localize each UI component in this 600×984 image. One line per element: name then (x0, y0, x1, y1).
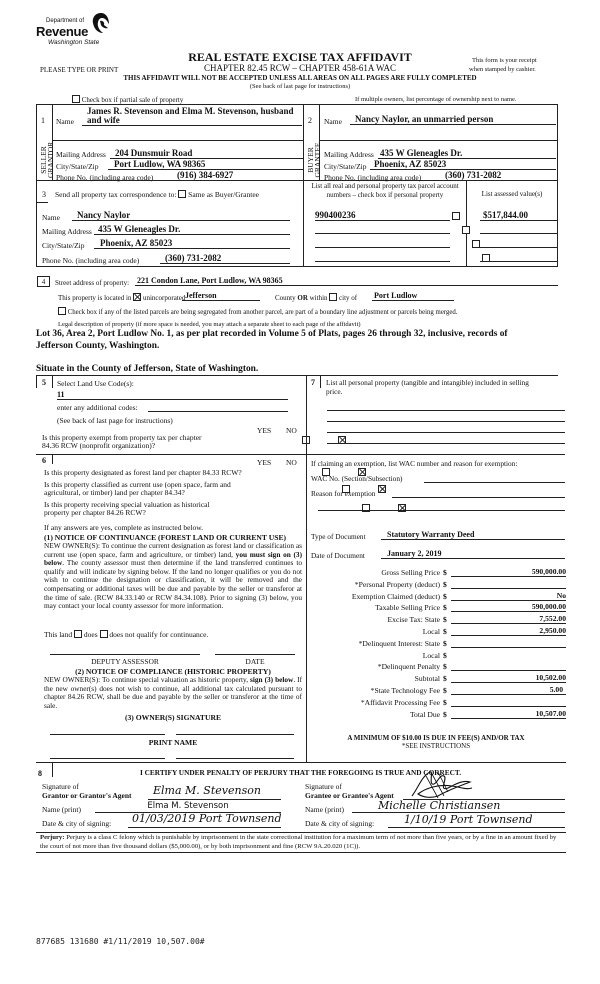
grantor-date-label: Date & city of signing: (42, 819, 112, 828)
section-7-number: 7 (311, 378, 315, 387)
amount-row: *Personal Property (deduct) $ (310, 579, 566, 591)
section-4-number: 4 (37, 276, 50, 287)
section-5-number: 5 (42, 378, 46, 387)
does-qualify-checkbox[interactable] (74, 630, 82, 638)
wac-label: WAC No. (Section/Subsection) (311, 474, 403, 483)
deputy-assessor-line[interactable] (50, 654, 200, 655)
grantee-date-label: Date & city of signing: (305, 819, 375, 828)
county-or-row: County OR within city of (275, 294, 358, 302)
assessed-value-3[interactable] (480, 238, 558, 248)
reason-label: Reason for exemption (311, 489, 376, 498)
unincorporated-checkbox[interactable] (133, 293, 141, 301)
grantee-signature-label: Signature of Grantee or Grantee's Agent (305, 782, 394, 800)
grantee-name-field[interactable]: Michelle Christiansen (352, 799, 565, 813)
assessor-date-line[interactable] (215, 654, 295, 655)
no-header-5: NO (286, 426, 297, 435)
doc-date-field[interactable]: January 2, 2019 (381, 549, 565, 559)
receipt-note-1: This form is your receipt (472, 57, 537, 64)
buyer-mailing-field[interactable]: 435 W Gleneagles Dr. (378, 148, 556, 159)
historic-question: Is this property receiving special valuation as historical property per chapter 84.26 RCW? (44, 500, 210, 517)
section-2-number: 2 (308, 116, 312, 125)
amount-row: Taxable Selling Price $ 590,000.00 (375, 602, 566, 613)
cashier-stamp: 877685 131680 #1/11/2019 10,507.00# (36, 937, 205, 946)
amount-row: Subtotal $ 10,502.00 (414, 673, 566, 684)
doc-date-label: Date of Document (311, 551, 365, 560)
wave-logo-icon (92, 12, 110, 34)
located-row: This property is located in unincorporated (58, 294, 186, 302)
amount-row: *Affidavit Processing Fee $ (310, 697, 566, 709)
assessed-value-1[interactable]: $517,844.00 (480, 210, 558, 221)
seller-phone-field[interactable]: (916) 384-6927 (172, 170, 252, 181)
perjury-notice: Perjury: Perjury is a class C felony which is punishable by imprisonment in the state correctional institution for a maximum term of not more than five years, or by a fine in an amount fixed by the court of not more than five thousand dollars ($5,000.00), or by both imprisonment and fine (RCW 9A.20.020 (1C)). (40, 834, 557, 850)
assessed-header: List assessed value(s) (481, 190, 543, 198)
partial-sale-checkbox[interactable] (72, 95, 80, 103)
affidavit-processing-fee[interactable] (451, 697, 566, 707)
reason-field-2[interactable] (318, 510, 565, 511)
partial-sale-row (72, 95, 183, 104)
gross-selling-price[interactable]: 590,000.00 (451, 567, 566, 577)
amount-row: *State Technology Fee $ 5.00 (310, 685, 566, 697)
land-use-see-back: (See back of last page for instructions) (57, 416, 173, 425)
seller-name-label: Name (56, 117, 74, 126)
amount-row: Local $ (310, 650, 566, 662)
assessed-value-4[interactable] (480, 252, 558, 262)
same-as-buyer-checkbox[interactable] (178, 190, 186, 198)
seller-mailing-label: Mailing Address (56, 150, 106, 159)
seller-name-line1[interactable]: James R. Stevenson and Elma M. Stevenson, husband (87, 106, 294, 116)
section-3-number: 3 (42, 190, 46, 199)
parcel-number-1[interactable]: 990400236 (315, 210, 450, 221)
parcel-header: List all real and personal property tax parcel account numbers – check box if personal property (311, 182, 459, 199)
corr-phone-label: Phone No. (including area code) (42, 256, 140, 265)
forest-question: Is this property designated as forest land per chapter 84.33 RCW? (44, 468, 242, 477)
corr-name-field[interactable]: Nancy Naylor (72, 210, 290, 221)
additional-codes-field[interactable] (148, 403, 288, 412)
exemption-claimed[interactable]: No (451, 591, 566, 601)
reason-field[interactable] (392, 497, 565, 498)
street-field[interactable]: 221 Condon Lane, Port Ludlow, WA 98365 (135, 276, 558, 286)
print-name-line-1[interactable] (50, 758, 165, 759)
seller-name-line2[interactable]: and wife (82, 115, 302, 126)
amount-row: *Delinquent Penalty $ (310, 661, 566, 673)
delinquent-penalty[interactable] (451, 661, 566, 671)
doc-type-label: Type of Document (311, 532, 366, 541)
amount-row: Excise Tax: State $ 7,552.00 (387, 614, 566, 625)
see-instructions-note: *SEE INSTRUCTIONS (401, 742, 471, 750)
section-6-number: 6 (42, 456, 46, 465)
grantor-name-field[interactable]: Elma M. Stevenson (95, 801, 281, 813)
assessed-value-2[interactable] (480, 224, 558, 234)
corr-phone-field[interactable]: (360) 731-2082 (160, 253, 290, 264)
current-use-no-checkbox[interactable] (378, 485, 386, 493)
subtotal[interactable]: 10,502.00 (451, 673, 566, 683)
land-use-label: Select Land Use Code(s): (57, 379, 134, 388)
buyer-side-label: BUYER GRANTEE (306, 142, 322, 178)
owner-signature-line-1[interactable] (50, 734, 165, 735)
buyer-mailing-label: Mailing Address (324, 150, 374, 159)
warning-text: THIS AFFIDAVIT WILL NOT BE ACCEPTED UNLESS ALL AREAS ON ALL PAGES ARE FULLY COMPLETED (123, 74, 477, 82)
street-label: Street address of property: (55, 279, 130, 287)
buyer-name-field[interactable]: Nancy Naylor, an unmarried person (350, 114, 556, 125)
parcel-number-2[interactable] (315, 224, 450, 234)
seller-phone-label: Phone No. (including area code) (56, 173, 154, 182)
amount-row: Local $ 2,950.00 (422, 625, 566, 636)
minimum-due-note: A MINIMUM OF $10.00 IS DUE IN FEE(S) AND/OR TAX (347, 734, 525, 742)
form-subtitle: CHAPTER 82.45 RCW – CHAPTER 458-61A WAC (204, 63, 396, 73)
dor-logo (36, 10, 106, 50)
personal-property-deduct[interactable] (451, 579, 566, 589)
parcel-number-3[interactable] (315, 238, 450, 248)
logo-state: Washington State (48, 39, 100, 46)
corr-name-label: Name (42, 213, 60, 222)
logo-name: Revenue (36, 24, 89, 39)
doc-type-field[interactable]: Statutory Warranty Deed (381, 530, 565, 540)
personal-property-line-2[interactable] (327, 421, 565, 422)
excise-tax-local[interactable]: 2,950.00 (451, 626, 566, 636)
partial-sale-label: Check box if partial sale of property (81, 96, 184, 104)
personal-property-label: List all personal property (tangible and intangible) included in selling price. (326, 378, 529, 396)
wac-field[interactable] (424, 482, 565, 483)
grantor-date-field[interactable]: 01/03/2019 Port Townsend (128, 812, 281, 828)
grantor-name-label: Name (print) (42, 805, 81, 814)
notice-continuance-title: (1) NOTICE OF CONTINUANCE (FOREST LAND OR CURRENT USE) (44, 533, 287, 542)
corr-city-label: City/State/Zip (42, 241, 85, 250)
seller-city-field[interactable]: Port Ludlow, WA 98365 (108, 159, 303, 170)
seller-mailing-field[interactable]: 204 Dunsmuir Road (110, 148, 303, 159)
yes-header-5: YES (257, 426, 272, 435)
taxable-selling-price[interactable]: 590,000.00 (451, 602, 566, 612)
delinquent-interest-state[interactable] (451, 638, 566, 648)
owner-signature-line-2[interactable] (176, 734, 294, 735)
legal-label: Legal description of property (if more space is needed, you may attach a separate sheet to each page of the affidavit) (58, 321, 361, 328)
amount-row: *Delinquent Interest: State $ (310, 638, 566, 650)
segregated-checkbox[interactable] (58, 307, 66, 315)
personal-property-line-1[interactable] (327, 410, 565, 411)
form-title: REAL ESTATE EXCISE TAX AFFIDAVIT (188, 50, 412, 64)
corr-city-field[interactable]: Phoenix, AZ 85023 (94, 238, 290, 249)
notice-compliance-text: NEW OWNER(S): To continue special valuation as historic property, sign (3) below. If the new owner(s) does not wish to continue, all additional tax calculated pursuant to chapter 84.26 RCW, shall be due and payable by the seller or transferor at the time of sale. (44, 675, 303, 710)
seller-city-label: City/State/Zip (56, 162, 99, 171)
personal-property-line-4[interactable] (327, 443, 565, 444)
city-field[interactable]: Port Ludlow (372, 291, 454, 301)
buyer-city-field[interactable]: Phoenix, AZ 85023 (370, 159, 556, 170)
state-technology-fee[interactable]: 5.00 (451, 685, 566, 695)
amount-row: Gross Selling Price $ 590,000.00 (381, 567, 566, 577)
buyer-name-label: Name (324, 117, 342, 126)
additional-codes-label: enter any additional codes: (57, 403, 138, 412)
excise-tax-state[interactable]: 7,552.00 (451, 614, 566, 624)
buyer-phone-field[interactable]: (360) 731-2082 (440, 170, 556, 181)
grantee-name-label: Name (print) (305, 805, 344, 814)
logo-dept: Department of (46, 18, 85, 24)
notice-compliance-title: (2) NOTICE OF COMPLIANCE (HISTORIC PROPERTY) (75, 667, 271, 676)
personal-property-line-3[interactable] (327, 432, 565, 433)
segregated-row: Check box if any of the listed parcels are being segregated from another parcel, are part of a boundary line adjustment or parcels being merged. (58, 307, 458, 316)
owner-signature-label: (3) OWNER(S) SIGNATURE (124, 713, 222, 722)
section-1-number: 1 (41, 116, 45, 125)
total-due[interactable]: 10,507.00 (451, 709, 566, 719)
amount-row: Exemption Claimed (deduct) $ No (351, 590, 566, 601)
deputy-assessor-label: DEPUTY ASSESSOR (91, 657, 159, 666)
certify-statement: I CERTIFY UNDER PENALTY OF PERJURY THAT THE FOREGOING IS TRUE AND CORRECT. (140, 768, 462, 777)
amount-row: Total Due $ 10,507.00 (409, 708, 566, 719)
receipt-note-2: when stamped by cashier. (469, 66, 536, 73)
section-8-number: 8 (38, 769, 42, 778)
assessor-date-label: DATE (245, 657, 265, 666)
corr-mailing-label: Mailing Address (42, 227, 92, 236)
legal-description-line2[interactable]: Jefferson County, Washington. (36, 341, 160, 351)
parcel-3-personal-checkbox[interactable] (472, 240, 480, 248)
amounts-table (310, 567, 566, 720)
city-checkbox[interactable] (329, 293, 337, 301)
print-name-line-2[interactable] (176, 758, 294, 759)
see-back: (See back of last page for instructions) (249, 83, 351, 90)
qualify-row: This land does does not qualify for continuance. (44, 630, 209, 639)
parcel-1-personal-checkbox[interactable] (452, 212, 460, 220)
no-header-6: NO (286, 458, 297, 467)
exemption-label: If claiming an exemption, list WAC number and reason for exemption: (311, 459, 518, 468)
multiple-owners-note: If multiple owners, list percentage of ownership next to name. (355, 96, 517, 103)
land-use-code-field[interactable]: 11 (57, 390, 288, 400)
parcel-2-personal-checkbox[interactable] (462, 226, 470, 234)
does-not-qualify-checkbox[interactable] (100, 630, 108, 638)
legal-description-line1[interactable]: Lot 36, Area 2, Port Ludlow No. 1, as per plat recorded in Volume 5 of Plats, pages 26 through 32, inclusive, records of (36, 329, 508, 339)
buyer-phone-label: Phone No. (including area code) (324, 173, 422, 182)
grantee-signature-scribble-icon (408, 768, 478, 802)
delinquent-interest-local[interactable] (451, 650, 566, 660)
please-type: PLEASE TYPE OR PRINT (40, 66, 119, 74)
print-name-label: PRINT NAME (148, 738, 198, 747)
grantor-signature-label: Signature of Grantor or Grantor's Agent (42, 782, 132, 800)
buyer-city-label: City/State/Zip (324, 162, 367, 171)
parcel-number-4[interactable] (315, 252, 450, 262)
current-use-question: Is this property classified as current use (open space, farm and agricultural, or timber) land per chapter 84.34? (44, 480, 231, 497)
situate-line[interactable]: Situate in the County of Jefferson, State of Washington. (36, 364, 259, 374)
grantor-signature[interactable]: Elma M. Stevenson (148, 784, 281, 800)
county-field[interactable]: Jefferson (182, 291, 260, 301)
if-yes-note: If any answers are yes, complete as instructed below. (44, 523, 204, 532)
yes-header-6: YES (257, 458, 272, 467)
grantee-date-field[interactable]: 1/10/19 Port Townsend (388, 813, 565, 828)
corr-mailing-field[interactable]: 435 W Gleneagles Dr. (94, 224, 290, 235)
exempt-question: Is this property exempt from property tax per chapter 84.36 RCW (nonprofit organization)? (42, 433, 202, 450)
correspondence-label: Send all property tax correspondence to: Same as Buyer/Grantee (55, 190, 259, 199)
notice-continuance-text: NEW OWNER(S): To continue the current designation as forest land or classification as current use (open space, farm and agriculture, or timber) land, you must sign on (3) below. The county assessor must then determine if the land transferred continues to qualify and will indicate by signing below. If the land no longer qualifies or you do not wish to continue the designation or classification, it will be removed and the compensating or additional taxes will be due and payable by the seller or transferor at the time of sale. (RCW 84.33.140 or RCW 84.34.108). Prior to signing (3) below, you may contact your local county assessor for more information. (44, 541, 302, 611)
seller-side-label: SELLER GRANTOR (39, 141, 55, 178)
